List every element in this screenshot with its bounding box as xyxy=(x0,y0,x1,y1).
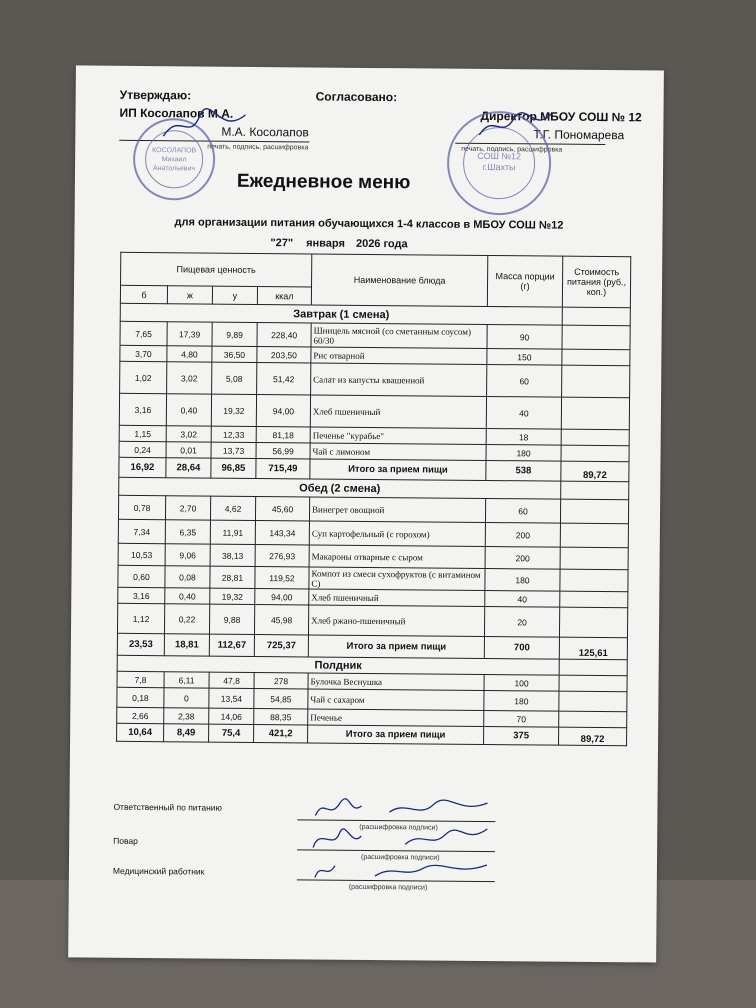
mass-cell: 100 xyxy=(484,674,559,691)
fat-cell: 17,39 xyxy=(167,322,212,346)
dish-name-cell: Компот из смеси сухофруктов (с витамином С) xyxy=(309,567,485,591)
carb-cell: 36,50 xyxy=(212,346,257,362)
carb-cell: 9,88 xyxy=(209,604,254,634)
mass-cell: 150 xyxy=(487,348,562,365)
cost-cell xyxy=(562,325,630,350)
section-title: Обед (2 смена) xyxy=(119,477,561,499)
dish-name-cell: Чай с сахаром xyxy=(308,689,484,711)
cost-cell xyxy=(560,523,628,548)
fat-total: 8,49 xyxy=(164,724,209,742)
cost-cell xyxy=(561,445,629,462)
fat-cell: 3,02 xyxy=(166,426,211,442)
kcal-cell: 278 xyxy=(254,672,308,688)
kcal-cell: 228,40 xyxy=(257,322,311,346)
kcal-cell: 94,00 xyxy=(256,394,310,426)
menu-document xyxy=(68,65,664,962)
fat-total: 28,64 xyxy=(166,458,211,478)
fat-cell: 6,35 xyxy=(165,520,210,544)
mass-cell: 200 xyxy=(485,546,560,569)
date-month: января xyxy=(306,237,345,250)
dish-header: Наименование блюда xyxy=(311,254,487,307)
fat-cell: 0,22 xyxy=(164,604,209,634)
fat-cell: 0,40 xyxy=(166,394,211,426)
protein-cell: 1,02 xyxy=(120,361,167,393)
mass-cell: 200 xyxy=(485,522,560,547)
approve-label: Утверждаю: xyxy=(119,87,192,103)
kcal-cell: 119,52 xyxy=(255,566,309,588)
cost-cell xyxy=(560,547,628,570)
protein-cell: 3,70 xyxy=(120,345,167,361)
dish-name-cell: Печенье xyxy=(308,709,484,727)
kcal-cell: 45,98 xyxy=(254,604,308,634)
dish-name-cell: Чай с лимоном xyxy=(310,443,486,461)
protein-cell: 7,34 xyxy=(118,519,165,543)
kcal-cell: 276,93 xyxy=(255,544,309,566)
total-label: Итого за прием пищи xyxy=(310,459,486,481)
carb-total: 112,67 xyxy=(209,634,254,656)
fat-cell: 3,02 xyxy=(167,362,212,394)
mass-cell: 180 xyxy=(484,690,559,711)
menu-table xyxy=(116,252,631,746)
mass-cell: 90 xyxy=(487,324,562,349)
agree-org: Директор МБОУ СОШ № 12 xyxy=(480,108,642,125)
cook-sign-note: (расшифровка подписи) xyxy=(361,853,440,862)
agree-label: Согласовано: xyxy=(315,89,398,105)
col-zh: ж xyxy=(167,286,212,304)
protein-cell: 3,16 xyxy=(118,587,165,603)
protein-cell: 0,60 xyxy=(118,565,165,587)
section-title: Полдник xyxy=(117,655,559,675)
mass-total: 538 xyxy=(486,460,561,481)
cost-cell xyxy=(562,307,630,326)
left-stamp: КОСОЛАПОВ Михаил Анатольевич xyxy=(133,118,216,201)
table-row xyxy=(119,393,629,429)
approve-note: печать, подпись, расшифровка xyxy=(207,143,309,152)
protein-cell: 0,18 xyxy=(117,687,164,707)
col-kcal: ккал xyxy=(257,286,311,304)
cost-total: 125,61 xyxy=(559,637,627,660)
mass-cell: 180 xyxy=(486,444,561,461)
responsible-signature xyxy=(309,793,499,825)
dish-name-cell: Булочка Веснушка xyxy=(308,673,484,691)
protein-total: 23,53 xyxy=(117,633,164,655)
dish-name-cell: Шницель мясной (со сметанным соусом) 60/30 xyxy=(311,323,487,349)
col-u: у xyxy=(212,286,257,304)
approve-name: М.А. Косолапов xyxy=(221,124,309,140)
kcal-cell: 94,00 xyxy=(255,588,309,604)
mass-header: Масса порции (г) xyxy=(487,256,562,308)
cost-cell xyxy=(559,691,627,712)
total-row xyxy=(117,723,627,745)
fat-cell: 9,06 xyxy=(165,544,210,566)
dish-name-cell: Суп картофельный (с горохом) xyxy=(309,521,485,547)
kcal-total: 421,2 xyxy=(254,724,308,742)
agree-note: печать, подпись, расшифровка xyxy=(461,145,563,154)
kcal-total: 715,49 xyxy=(256,458,310,478)
carb-cell: 11,91 xyxy=(210,520,255,544)
total-label: Итого за прием пищи xyxy=(308,725,484,745)
fat-cell: 2,38 xyxy=(164,708,209,724)
fat-cell: 0,40 xyxy=(165,588,210,604)
kcal-cell: 88,35 xyxy=(254,708,308,724)
dish-name-cell: Салат из капусты квашенной xyxy=(311,363,487,397)
mass-cell: 180 xyxy=(485,568,560,591)
carb-total: 75,4 xyxy=(209,724,254,742)
responsible-label: Ответственный по питанию xyxy=(113,801,222,813)
cost-cell xyxy=(561,397,629,430)
approve-org: ИП Косолапов М.А. xyxy=(119,105,234,121)
mass-total: 700 xyxy=(484,636,559,659)
dish-name-cell: Винегрет овощной xyxy=(309,497,485,523)
protein-cell: 7,8 xyxy=(117,671,164,687)
nutrition-header: Пищевая ценность xyxy=(121,252,312,287)
carb-cell: 14,06 xyxy=(209,708,254,724)
kcal-cell: 203,50 xyxy=(257,346,311,362)
cost-cell xyxy=(562,349,630,366)
col-b: б xyxy=(120,285,167,303)
dish-name-cell: Рис отварной xyxy=(311,347,487,365)
cost-cell xyxy=(560,591,628,608)
protein-cell: 2,66 xyxy=(117,707,164,723)
dish-name-cell: Печенье "курабье" xyxy=(310,427,486,445)
carb-cell: 13,54 xyxy=(209,688,254,708)
carb-cell: 19,32 xyxy=(210,588,255,604)
cost-cell xyxy=(561,481,629,500)
carb-cell: 38,13 xyxy=(210,544,255,566)
subtitle: для организации питания обучающихся 1-4 классов в МБОУ СОШ №12 xyxy=(174,216,564,232)
protein-total: 10,64 xyxy=(117,723,164,741)
fat-cell: 4,80 xyxy=(167,346,212,362)
cook-signature xyxy=(305,821,495,855)
dish-name-cell: Макароны отварные с сыром xyxy=(309,545,485,569)
cost-cell xyxy=(560,499,628,524)
carb-cell: 28,81 xyxy=(210,566,255,588)
medic-sign-note: (расшифровка подписи) xyxy=(348,883,428,892)
protein-cell: 7,65 xyxy=(120,321,167,345)
director-signature-right xyxy=(475,107,555,144)
cost-header: Стоимость питания (руб., коп.) xyxy=(562,256,630,308)
cost-cell xyxy=(559,675,627,692)
protein-cell: 1,12 xyxy=(117,603,164,633)
mass-cell: 20 xyxy=(484,606,559,637)
cost-cell xyxy=(559,711,627,728)
fat-cell: 2,70 xyxy=(165,496,210,520)
protein-cell: 0,24 xyxy=(119,441,166,457)
date-line xyxy=(270,237,407,250)
carb-cell: 9,89 xyxy=(212,322,257,346)
cost-cell xyxy=(561,429,629,446)
cost-cell xyxy=(560,569,628,592)
mass-cell: 60 xyxy=(487,364,562,397)
agree-name: Т.Г. Пономарева xyxy=(533,127,625,143)
mass-cell: 70 xyxy=(484,710,559,727)
carb-cell: 5,08 xyxy=(212,362,257,394)
dish-name-cell: Хлеб пшеничный xyxy=(309,589,485,607)
mass-cell: 60 xyxy=(485,498,560,523)
page-title: Ежедневное меню xyxy=(236,170,411,194)
cost-total: 89,72 xyxy=(559,727,627,746)
carb-total: 96,85 xyxy=(211,458,256,478)
responsible-sign-note: (расшифровка подписи) xyxy=(359,823,438,832)
cost-total: 89,72 xyxy=(561,461,629,482)
cost-cell xyxy=(559,607,627,638)
fat-cell: 0 xyxy=(164,688,209,708)
carb-cell: 4,62 xyxy=(210,496,255,520)
dish-name-cell: Хлеб ржано-пшеничный xyxy=(308,605,484,637)
protein-cell: 0,78 xyxy=(118,495,165,519)
director-signature-left xyxy=(159,106,249,147)
date-day: "27" xyxy=(270,237,294,250)
total-label: Итого за прием пищи xyxy=(308,635,484,659)
kcal-cell: 45,60 xyxy=(255,496,309,520)
carb-cell: 47,8 xyxy=(209,672,254,688)
right-stamp: СОШ №12 г.Шахты xyxy=(447,111,552,216)
cook-label: Повар xyxy=(113,835,138,846)
mass-cell: 18 xyxy=(486,428,561,445)
protein-cell: 3,16 xyxy=(119,393,166,425)
kcal-cell: 54,85 xyxy=(254,688,308,708)
section-title: Завтрак (1 смена) xyxy=(120,303,562,325)
fat-total: 18,81 xyxy=(164,634,209,656)
fat-cell: 6,11 xyxy=(164,672,209,688)
medic-label: Медицинский работник xyxy=(112,865,205,877)
kcal-cell: 143,34 xyxy=(255,520,309,544)
table-row xyxy=(120,361,630,397)
fat-cell: 0,08 xyxy=(165,566,210,588)
mass-cell: 40 xyxy=(485,590,560,607)
kcal-cell: 51,42 xyxy=(257,362,311,394)
dish-name-cell: Хлеб пшеничный xyxy=(310,395,486,429)
fat-cell: 0,01 xyxy=(166,442,211,458)
cost-cell xyxy=(559,659,627,676)
carb-cell: 12,33 xyxy=(211,426,256,442)
cost-cell xyxy=(562,365,630,398)
mass-cell: 40 xyxy=(486,396,561,429)
kcal-cell: 56,99 xyxy=(256,442,310,458)
medic-signature xyxy=(305,855,495,885)
table-row xyxy=(117,603,627,637)
kcal-cell: 81,18 xyxy=(256,426,310,442)
carb-cell: 19,32 xyxy=(211,394,256,426)
kcal-total: 725,37 xyxy=(254,634,308,656)
date-year: 2026 года xyxy=(355,237,408,251)
mass-total: 375 xyxy=(484,726,559,745)
protein-cell: 10,53 xyxy=(118,543,165,565)
protein-total: 16,92 xyxy=(119,457,166,477)
carb-cell: 13,73 xyxy=(211,442,256,458)
protein-cell: 1,15 xyxy=(119,425,166,441)
